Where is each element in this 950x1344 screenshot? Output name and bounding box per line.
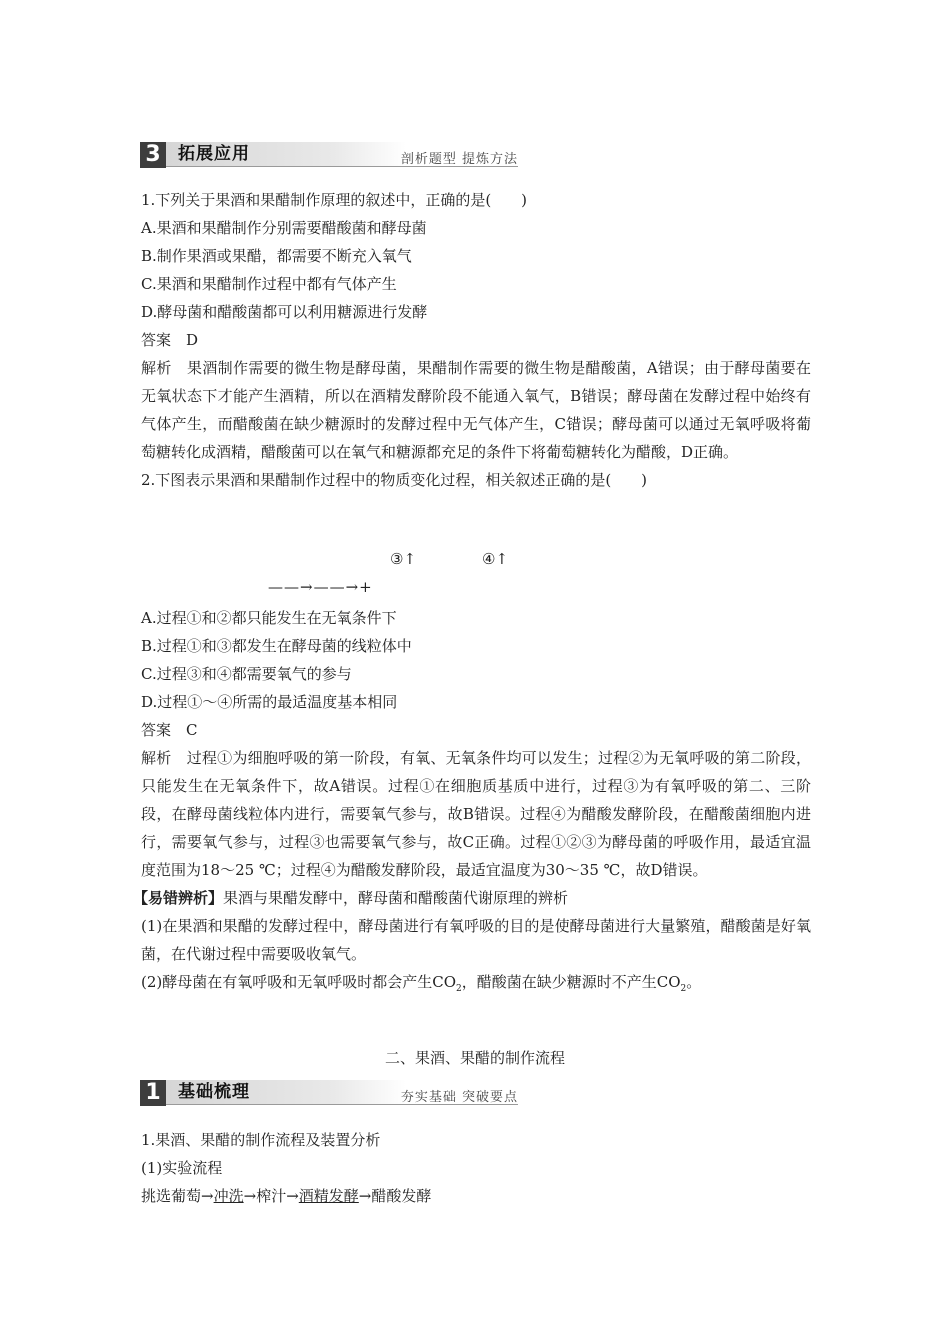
pitfall-point-2 [141,968,811,1003]
answer-value: C [186,721,198,739]
section-number: 3 [140,142,166,168]
analysis-text: 过程①为细胞呼吸的第一阶段，有氧、无氧条件均可以发生；过程②为无氧呼吸的第二阶段，只能发生在无氧条件下，故A错误。过程①在细胞质基质中进行，过程③为有氧呼吸的第二、三阶段，在酵母菌线粒体内进行，需要氧气参与，故B错误。过程④为醋酸发酵阶段，在醋酸菌细胞内进行，需要氧气参与，过程③也需要氧气参与，故C正确。过程①②③为酵母菌的呼吸作用，最适宜温度范围为18～25 ℃；过程④为醋酸发酵阶段，最适宜温度为30～35 ℃，故D错误。 [141,749,811,879]
answer-line [141,326,811,354]
step-acetic-fermentation: 醋酸发酵 [371,1187,432,1205]
option-a: A.果酒和果醋制作分别需要醋酸菌和酵母菌 [141,219,427,237]
step-juice: 榨汁 [256,1187,287,1205]
section-subtitle: 剖析题型 提炼方法 [400,152,518,167]
analysis-paragraph [141,354,811,466]
analysis-paragraph [141,744,811,884]
pitfall-point-1: (1)在果酒和果醋的发酵过程中，酵母菌进行有氧呼吸的目的是使酵母菌进行大量繁殖，醋酸菌是好氧菌，在代谢过程中需要吸收氧气。 [141,917,811,963]
arrow-icon: → [286,1187,299,1205]
option-c: C.果酒和果醋制作过程中都有气体产生 [141,275,397,293]
step-rinse: 冲洗 [213,1187,244,1205]
analysis-label: 解析 [141,359,172,377]
option-a: A.过程①和②都只能发生在无氧条件下 [141,609,397,627]
answer-line [141,716,811,744]
section-banner-extend [140,142,518,168]
diagram-label-4: ④↑ [482,550,509,568]
diagram-flow-arrows: ——→——→+ [268,578,373,596]
flow-subheading: (1)实验流程 [141,1159,223,1177]
subscript-2: 2 [680,984,687,994]
pitfall-title: 果酒与果醋发酵中，酵母菌和醋酸菌代谢原理的辨析 [223,889,569,907]
section-title: 基础梳理 [178,1082,250,1102]
section-banner-basics [140,1080,518,1106]
pitfall-point-2-part-b: ，醋酸菌在缺少糖源时不产生CO [461,973,681,991]
option-b: B.制作果酒或果醋，都需要不断充入氧气 [141,247,412,265]
question-2 [133,604,811,1003]
process-diagram [0,540,950,600]
diagram-label-3: ③↑ [390,550,417,568]
pitfall-label: 【易错辨析】 [133,889,224,907]
arrow-icon: → [243,1187,257,1205]
answer-label: 答案 [141,331,172,349]
subscript-2: 2 [456,984,462,994]
option-c: C.过程③和④都需要氧气的参与 [141,665,352,683]
section-title: 拓展应用 [178,144,250,164]
arrow-icon: → [358,1187,372,1205]
step-select-grapes: 挑选葡萄 [141,1187,202,1205]
arrow-icon: → [201,1187,214,1205]
section-subtitle: 夯实基础 突破要点 [400,1090,518,1105]
section-number: 1 [140,1080,166,1106]
flow-heading: 1.果酒、果醋的制作流程及装置分析 [141,1131,381,1149]
pitfall-point-2-part-a: (2)酵母菌在有氧呼吸和无氧呼吸时都会产生CO [141,973,457,991]
step-alcohol-fermentation: 酒精发酵 [298,1187,359,1205]
section-heading: 二、果酒、果醋的制作流程 [384,1049,565,1067]
pitfall-heading [133,884,811,912]
question-1 [141,186,811,494]
option-d: D.酵母菌和醋酸菌都可以利用糖源进行发酵 [141,303,428,321]
question-stem: 1.下列关于果酒和果醋制作原理的叙述中，正确的是( ) [141,191,528,209]
option-b: B.过程①和③都发生在酵母菌的线粒体中 [141,637,412,655]
question-2-stem: 2.下图表示果酒和果醋制作过程中的物质变化过程，相关叙述正确的是( ) [141,471,648,489]
flow-section [141,1126,811,1210]
pitfall-point-2-part-c: 。 [686,973,702,991]
option-d: D.过程①～④所需的最适温度基本相同 [141,693,398,711]
analysis-label: 解析 [141,749,172,767]
answer-value: D [186,331,199,349]
flow-steps [141,1182,811,1210]
answer-label: 答案 [141,721,172,739]
analysis-text: 果酒制作需要的微生物是酵母菌，果醋制作需要的微生物是醋酸菌，A错误；由于酵母菌要在无氧状态下才能产生酒精，所以在酒精发酵阶段不能通入氧气，B错误；酵母菌在发酵过程中始终有气体产生，而醋酸菌在缺少糖源时的发酵过程中无气体产生，C错误；酵母菌可以通过无氧呼吸将葡萄糖转化成酒精，醋酸菌可以在氧气和糖源都充足的条件下将葡萄糖转化为醋酸，D正确。 [141,359,811,461]
